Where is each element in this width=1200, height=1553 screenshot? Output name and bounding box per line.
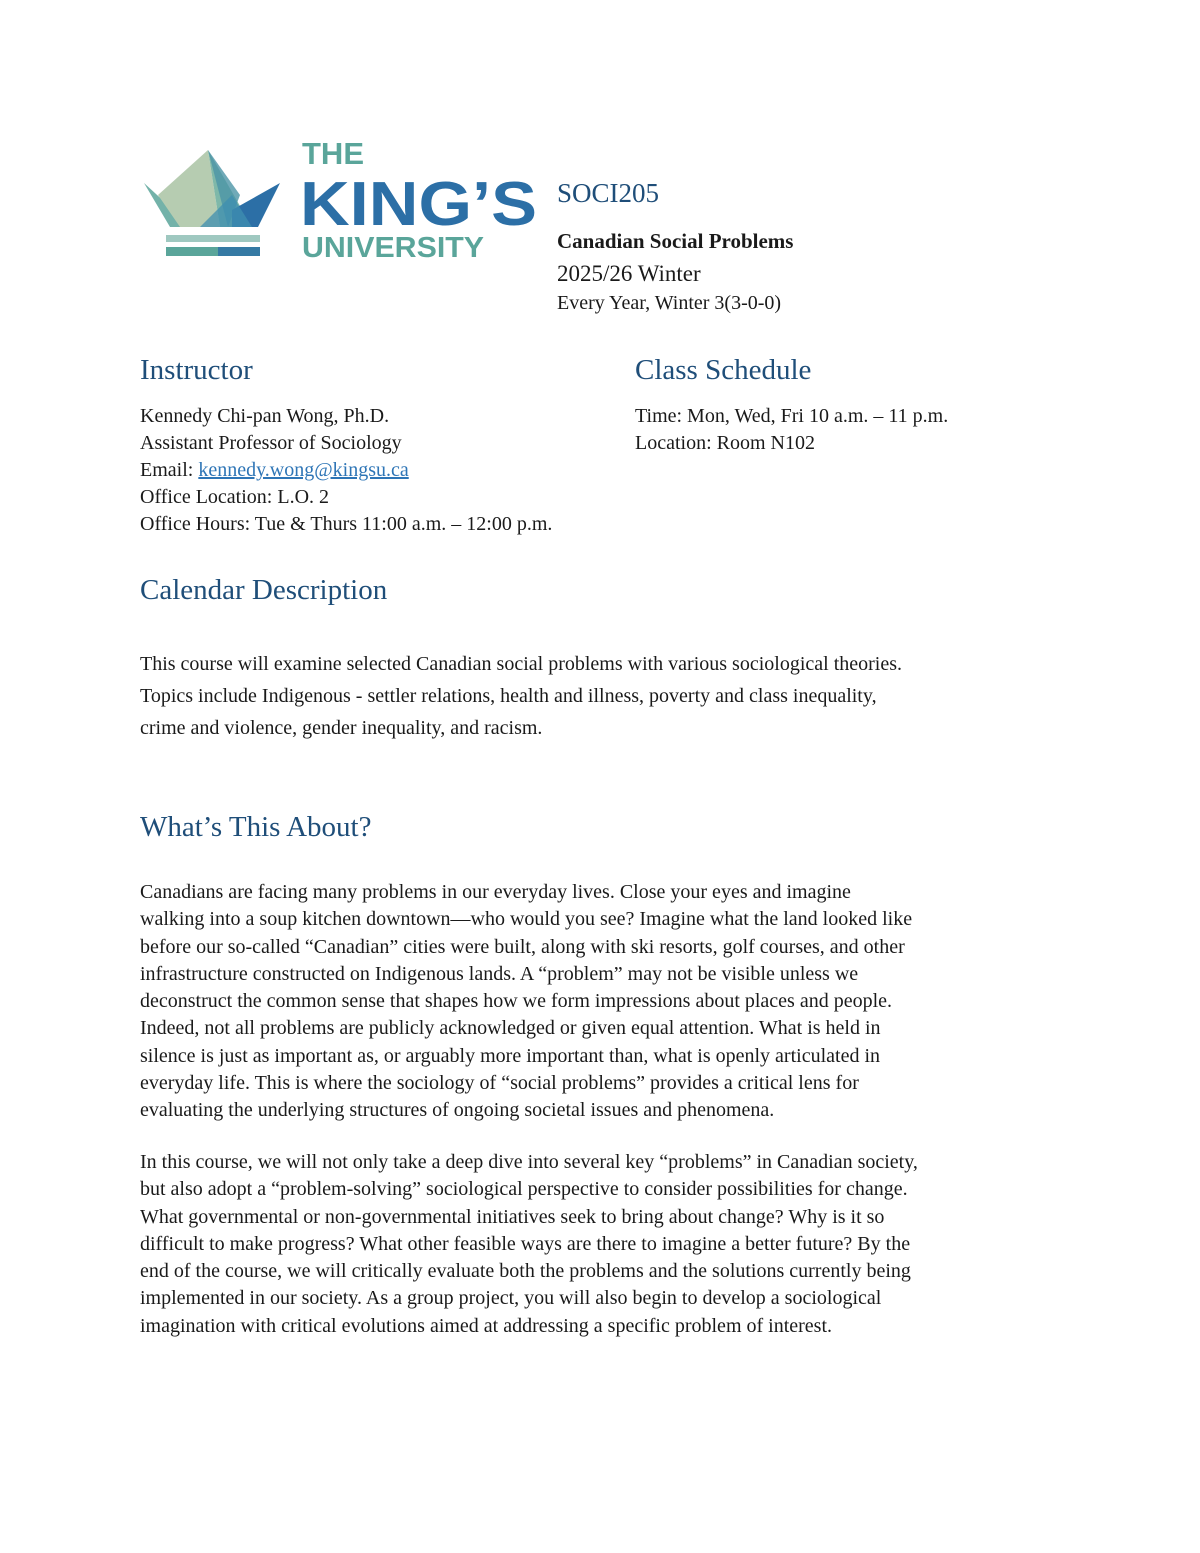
paragraph-line: deconstruct the common sense that shapes how we form impressions about places and people.	[140, 990, 893, 1013]
course-code: SOCI205	[557, 178, 660, 208]
paragraph-line: evaluating the underlying structures of ongoing societal issues and phenomena.	[140, 1099, 775, 1122]
course-frequency: Every Year, Winter 3(3-0-0)	[557, 292, 782, 314]
class-schedule-heading: Class Schedule	[635, 354, 812, 386]
paragraph-line: difficult to make progress? What other feasible ways are there to imagine a better future? By the	[140, 1232, 911, 1255]
paragraph-line: everyday life. This is where the sociology of “social problems” provides a critical lens for	[140, 1072, 859, 1095]
calendar-line: crime and violence, gender inequality, and racism.	[140, 717, 543, 739]
logo-line-the: THE	[302, 136, 364, 171]
course-title: Canadian Social Problems	[557, 229, 794, 253]
paragraph-line: In this course, we will not only take a deep dive into several key “problems” in Canadian society,	[140, 1151, 918, 1173]
paragraph-line: before our so-called “Canadian” cities were built, along with ski resorts, golf courses, and other	[140, 935, 905, 958]
instructor-details	[140, 403, 552, 538]
instructor-position: Assistant Professor of Sociology	[140, 432, 402, 454]
paragraph-line: infrastructure constructed on Indigenous lands. A “problem” may not be visible unless we	[140, 962, 859, 985]
about-paragraph-1	[140, 879, 1080, 1125]
class-schedule-details	[635, 403, 948, 457]
crown-logo-graphic	[140, 135, 540, 265]
class-time: Time: Mon, Wed, Fri 10 a.m. – 11 p.m.	[635, 405, 949, 427]
course-term: 2025/26 Winter	[557, 261, 701, 286]
email-link[interactable]: kennedy.wong@kingsu.ca	[198, 459, 409, 481]
university-logo	[140, 135, 540, 265]
logo-line-kings: KING’S	[300, 170, 537, 239]
paragraph-line: What governmental or non-governmental initiatives seek to bring about change? Why is it so	[140, 1205, 885, 1228]
paragraph-line: implemented in our society. As a group project, you will also begin to develop a sociological	[140, 1287, 882, 1310]
office-hours: Office Hours: Tue & Thurs 11:00 a.m. – 12:00 p.m.	[140, 513, 553, 535]
about-heading: What’s This About?	[140, 811, 372, 843]
instructor-email-row	[140, 457, 552, 484]
instructor-heading: Instructor	[140, 354, 253, 386]
instructor-name: Kennedy Chi-pan Wong, Ph.D.	[140, 405, 390, 427]
paragraph-line: but also adopt a “problem-solving” sociological perspective to consider possibilities for change.	[140, 1178, 908, 1201]
paragraph-line: imagination with critical evolutions aimed at addressing a specific problem of interest.	[140, 1314, 833, 1337]
paragraph-line: Indeed, not all problems are publicly acknowledged or given equal attention. What is held in	[140, 1017, 881, 1040]
calendar-description-heading: Calendar Description	[140, 574, 388, 606]
paragraph-line: end of the course, we will critically evaluate both the problems and the solutions currently being	[140, 1260, 911, 1283]
paragraph-line: walking into a soup kitchen downtown—who would you see? Imagine what the land looked like	[140, 908, 913, 931]
paragraph-line: Canadians are facing many problems in our everyday lives. Close your eyes and imagine	[140, 881, 851, 903]
email-label: Email:	[140, 459, 199, 481]
class-location: Location: Room N102	[635, 432, 815, 454]
logo-line-university: UNIVERSITY	[302, 232, 484, 264]
about-paragraph-2	[140, 1149, 1080, 1340]
paragraph-line: silence is just as important as, or arguably more important than, what is openly articulated in	[140, 1044, 881, 1067]
calendar-line: Topics include Indigenous - settler relations, health and illness, poverty and class inequality,	[140, 685, 877, 707]
office-location: Office Location: L.O. 2	[140, 486, 330, 508]
calendar-description-text	[140, 648, 1080, 744]
calendar-line: This course will examine selected Canadian social problems with various sociological theories.	[140, 653, 903, 675]
